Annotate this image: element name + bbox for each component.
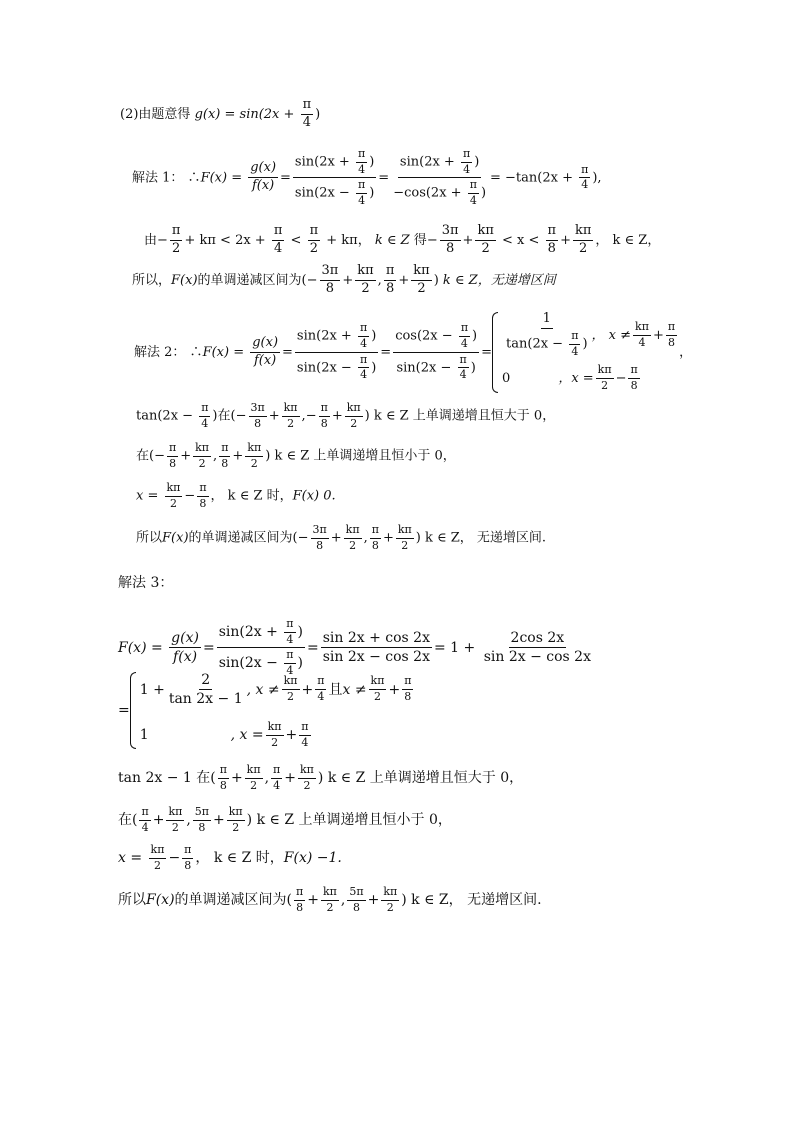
method-3-conclusion: 所以F(x)的单调递减区间为( $\frac{\pi}{8}$ + $\frac{k\pi}{2}$ , $\frac{5\pi}{8}$ + $\frac{k\pi}{2}$ ) k ∈ Z， 无递增区间. bbox=[118, 885, 542, 914]
method-3-x-eq: x = $\frac{k\pi}{2}$ − $\frac{\pi}{8}$ ， k ∈ Z 时，F(x) −1. bbox=[118, 843, 342, 872]
method-2-label: 解法 2： bbox=[134, 344, 186, 360]
method-1-inequality: 由− $\frac{\pi}{2}$ + kπ < 2x + $\frac{\pi}{4}$ < $\frac{\pi}{2}$ + kπ， k ∈ Z 得− $\frac{3\pi}{8}$ + $\frac{k\pi}{2}$ < x < $\frac{\pi}{8}$ + $\frac{k\pi}{2}$ ， k ∈ Z， bbox=[144, 223, 661, 256]
method-2-tan-negative: 在(− $\frac{\pi}{8}$ + $\frac{k\pi}{2}$ , $\frac{\pi}{8}$ + $\frac{k\pi}{2}$ ) k ∈ Z 上单调递增且恒小于 0， bbox=[136, 441, 456, 470]
method-3-piecewise: = 1 + $\frac{2}{\tan 2x - 1}$ , x ≠ $\frac{k\pi}{2}$ + $\frac{\pi}{4}$ 且 x ≠ $\frac{k\pi}{2}$ + $\frac{\pi}{8}$ 1 , x = $\frac{k\pi}{2}$ + $\frac{\pi}{4}$ bbox=[118, 672, 415, 749]
method-2-conclusion: 所以F(x)的单调递减区间为(− $\frac{3\pi}{8}$ + $\frac{k\pi}{2}$ , $\frac{\pi}{8}$ + $\frac{k\pi}{2}$ ) k ∈ Z， 无递增区间. bbox=[136, 523, 547, 552]
method-3-tan-negative: 在( $\frac{\pi}{4}$ + $\frac{k\pi}{2}$ , $\frac{5\pi}{8}$ + $\frac{k\pi}{2}$ ) k ∈ Z 上单调递增且恒小于 0， bbox=[118, 805, 452, 834]
method-3-equation: F(x) = $\frac{g(x)}{f(x)}$ = sin(2x + $\frac{\pi}{4}$ ) sin(2x − $\frac{\pi}{4}$ ) = $\frac{\sin 2x + \cos 2x}{\sin 2x - \cos 2x}$ = 1 + $\frac{2\cos 2x}{\sin 2x - \cos 2x}$ bbox=[118, 617, 591, 677]
piecewise-brace: 1 tan(2x − $\frac{\pi}{4}$ ) ， x ≠ $\frac{k\pi}{4}$ + $\frac{\pi}{8}$ 0 ，x = $\frac{k\pi}{2}$ − $\frac{\pi}{8}$ bbox=[492, 312, 679, 393]
method-1-label: 解法 1： bbox=[132, 170, 184, 186]
g-definition: g(x) = sin(2x + bbox=[194, 106, 299, 122]
method-2-tan-positive: tan(2x − $\frac{\pi}{4}$ )在(− $\frac{3\pi}{8}$ + $\frac{k\pi}{2}$ ,− $\frac{\pi}{8}$ + $\frac{k\pi}{2}$ ) k ∈ Z 上单调递增且恒大于 0， bbox=[136, 401, 556, 430]
sin-over-sin: sin(2x + $\frac{\pi}{4}$ ) sin(2x − $\frac{\pi}{4}$ ) bbox=[294, 147, 375, 207]
intro-text: (2)由题意得 bbox=[120, 106, 191, 122]
method-2-equation: 解法 2： ∴F(x) = $\frac{g(x)}{f(x)}$ = sin(2x + $\frac{\pi}{4}$ ) sin(2x − $\frac{\pi}{4}$ ) = cos(2x − $\frac{\pi}{4}$ ) sin(2x − $\frac{\pi}{4}$ ) = 1 tan(2x − $\frac{\pi}{4}$ ) ， x ≠ $\frac{k\pi}{4}$ + $\frac{\pi}{8}$ 0 ，x = $\frac{k\pi}{2}$ − $\frac{\pi}{8}$ ， bbox=[134, 311, 693, 392]
method-2-x-eq: x = $\frac{k\pi}{2}$ − $\frac{\pi}{8}$ ， k ∈ Z 时，F(x) 0. bbox=[136, 481, 336, 510]
g-over-f: $\frac{g(x)}{f(x)}$ bbox=[250, 160, 277, 194]
sin-over-neg-cos: sin(2x + $\frac{\pi}{4}$ ) −cos(2x + $\frac{\pi}{4}$ ) bbox=[393, 147, 487, 207]
method-3-tan-positive: tan 2x − 1 在( $\frac{\pi}{8}$ + $\frac{k\pi}{2}$ , $\frac{\pi}{4}$ + $\frac{k\pi}{2}$ ) k ∈ Z 上单调递增且恒大于 0， bbox=[118, 763, 524, 792]
method-1-conclusion: 所以，F(x)的单调递减区间为(− $\frac{3\pi}{8}$ + $\frac{k\pi}{2}$ , $\frac{\pi}{8}$ + $\frac{k\pi}{2}$ ) k ∈ Z，无递增区间 bbox=[132, 263, 556, 296]
part-2-intro: (2)由题意得 g(x) = sin(2x + $\frac{\pi}{4}$ ) bbox=[120, 97, 321, 130]
piecewise-brace-3: 1 + $\frac{2}{\tan 2x - 1}$ , x ≠ $\frac{k\pi}{2}$ + $\frac{\pi}{4}$ 且 x ≠ $\frac{k\pi}{2}$ + $\frac{\pi}{8}$ 1 , x = $\frac{k\pi}{2}$ + $\frac{\pi}{4}$ bbox=[130, 672, 416, 749]
method-1-equation: 解法 1： ∴F(x) = $\frac{g(x)}{f(x)}$ = sin(2x + $\frac{\pi}{4}$ ) sin(2x − $\frac{\pi}{4}$ ) = sin(2x + $\frac{\pi}{4}$ ) −cos(2x + $\frac{\pi}{4}$ ) = −tan(2x + $\frac{\pi}{4}$ ), bbox=[132, 147, 602, 207]
method-3-label: 解法 3： bbox=[118, 575, 174, 591]
pi-over-4: $\frac{\pi}{4}$ bbox=[302, 97, 312, 130]
